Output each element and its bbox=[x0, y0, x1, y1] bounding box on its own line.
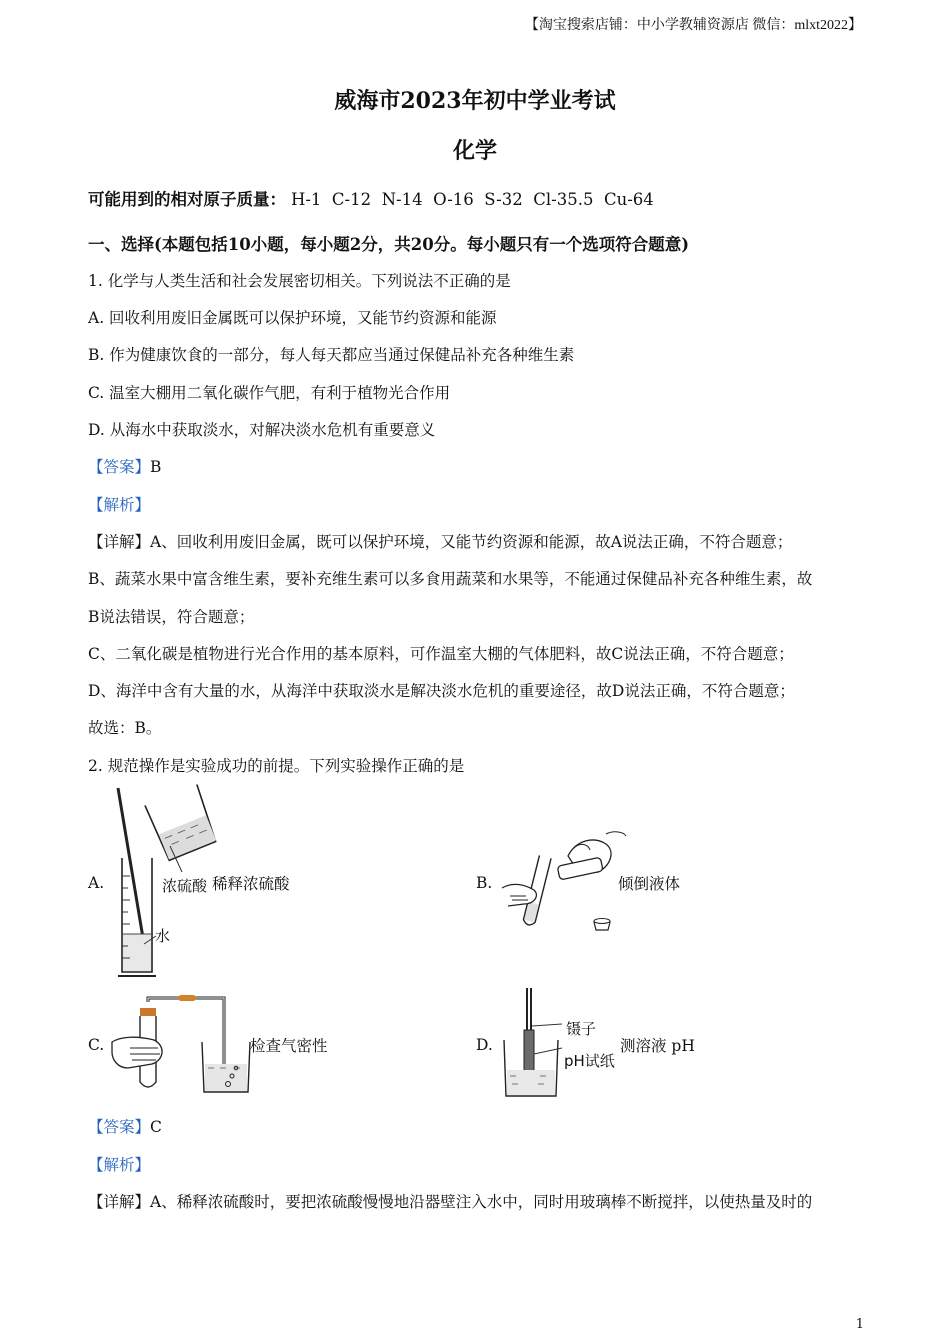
q2-answer bbox=[88, 1115, 162, 1137]
detail-text: A、回收利用废旧金属，既可以保护环境，又能节约资源和能源，故A说法正确，不符合题意； bbox=[150, 533, 793, 551]
answer-tag: 【答案】 bbox=[88, 458, 151, 476]
q2-analysis-tag: 【解析】 bbox=[88, 1156, 151, 1174]
detail-tag: 【详解】 bbox=[88, 533, 151, 551]
atomic-masses-label: 可能用到的相对原子质量： bbox=[88, 190, 286, 209]
figure-d-ph-paper-label: pH试纸 bbox=[564, 1052, 615, 1070]
q1-detail-line: B说法错误，符合题意； bbox=[88, 608, 255, 626]
q1-option-d: D. 从海水中获取淡水，对解决淡水危机有重要意义 bbox=[88, 421, 436, 439]
q1-analysis-tag: 【解析】 bbox=[88, 496, 151, 514]
figure-d-label: D. bbox=[476, 1036, 493, 1054]
header-note: 【淘宝搜索店铺：中小学教辅资源店 微信：mlxt2022】 bbox=[524, 18, 862, 33]
q2-detail-line bbox=[88, 1190, 812, 1212]
atomic-masses bbox=[88, 186, 654, 210]
q2-stem: 2. 规范操作是实验成功的前提。下列实验操作正确的是 bbox=[88, 757, 465, 775]
detail-tag: 【详解】 bbox=[88, 1193, 151, 1211]
q1-option-c: C. 温室大棚用二氧化碳作气肥，有利于植物光合作用 bbox=[88, 384, 451, 402]
figure-a-label: A. bbox=[88, 874, 105, 892]
section-heading: 一、选择(本题包括10小题，每小题2分，共20分。每小题只有一个选项符合题意) bbox=[88, 235, 690, 254]
detail-text: A、稀释浓硫酸时，要把浓硫酸慢慢地沿器壁注入水中，同时用玻璃棒不断搅拌，以使热量及时的 bbox=[150, 1193, 813, 1211]
subject-title: 化学 bbox=[452, 138, 497, 164]
figure-c-airtightness-illustration bbox=[108, 992, 254, 1096]
figure-d-tweezers-label: 镊子 bbox=[566, 1020, 597, 1038]
answer-value: B bbox=[150, 458, 162, 476]
q1-detail-line: 故选：B。 bbox=[88, 719, 162, 737]
figure-a-water-label: 水 bbox=[155, 927, 171, 945]
q1-stem: 1. 化学与人类生活和社会发展密切相关。下列说法不正确的是 bbox=[88, 272, 511, 290]
figure-c-label: C. bbox=[88, 1036, 105, 1054]
page-number: 1 bbox=[855, 1317, 864, 1332]
atomic-masses-values: H-1 C-12 N-14 O-16 S-32 Cl-35.5 Cu-64 bbox=[290, 190, 654, 209]
answer-value: C bbox=[150, 1118, 162, 1136]
q1-detail-line: C、二氧化碳是植物进行光合作用的基本原料，可作温室大棚的气体肥料，故C说法正确，不符合题意； bbox=[88, 645, 794, 663]
q1-detail-line bbox=[88, 530, 792, 552]
answer-tag: 【答案】 bbox=[88, 1118, 151, 1136]
figure-b-pouring-illustration bbox=[498, 826, 628, 941]
q1-option-b: B. 作为健康饮食的一部分，每人每天都应当通过保健品补充各种维生素 bbox=[88, 346, 575, 364]
figure-b-caption: 倾倒液体 bbox=[618, 875, 681, 893]
q1-option-a: A. 回收利用废旧金属既可以保护环境，又能节约资源和能源 bbox=[88, 309, 497, 327]
figure-c-caption: 检查气密性 bbox=[250, 1037, 328, 1055]
figure-d-ph-illustration bbox=[500, 986, 562, 1100]
q1-detail-line: D、海洋中含有大量的水，从海洋中获取淡水是解决淡水危机的重要途径，故D说法正确，不符合题意； bbox=[88, 682, 795, 700]
figure-d-caption: 测溶液 pH bbox=[620, 1037, 695, 1055]
q1-detail-line: B、蔬菜水果中富含维生素，要补充维生素可以多食用蔬菜和水果等，不能通过保健品补充各种维生素，故 bbox=[88, 570, 813, 588]
figure-b-label: B. bbox=[476, 874, 493, 892]
q1-answer bbox=[88, 455, 161, 477]
exam-title: 威海市2023年初中学业考试 bbox=[334, 88, 616, 114]
figure-a-reagent-label: 浓硫酸 bbox=[162, 877, 208, 895]
figure-a-caption: 稀释浓硫酸 bbox=[212, 875, 290, 893]
